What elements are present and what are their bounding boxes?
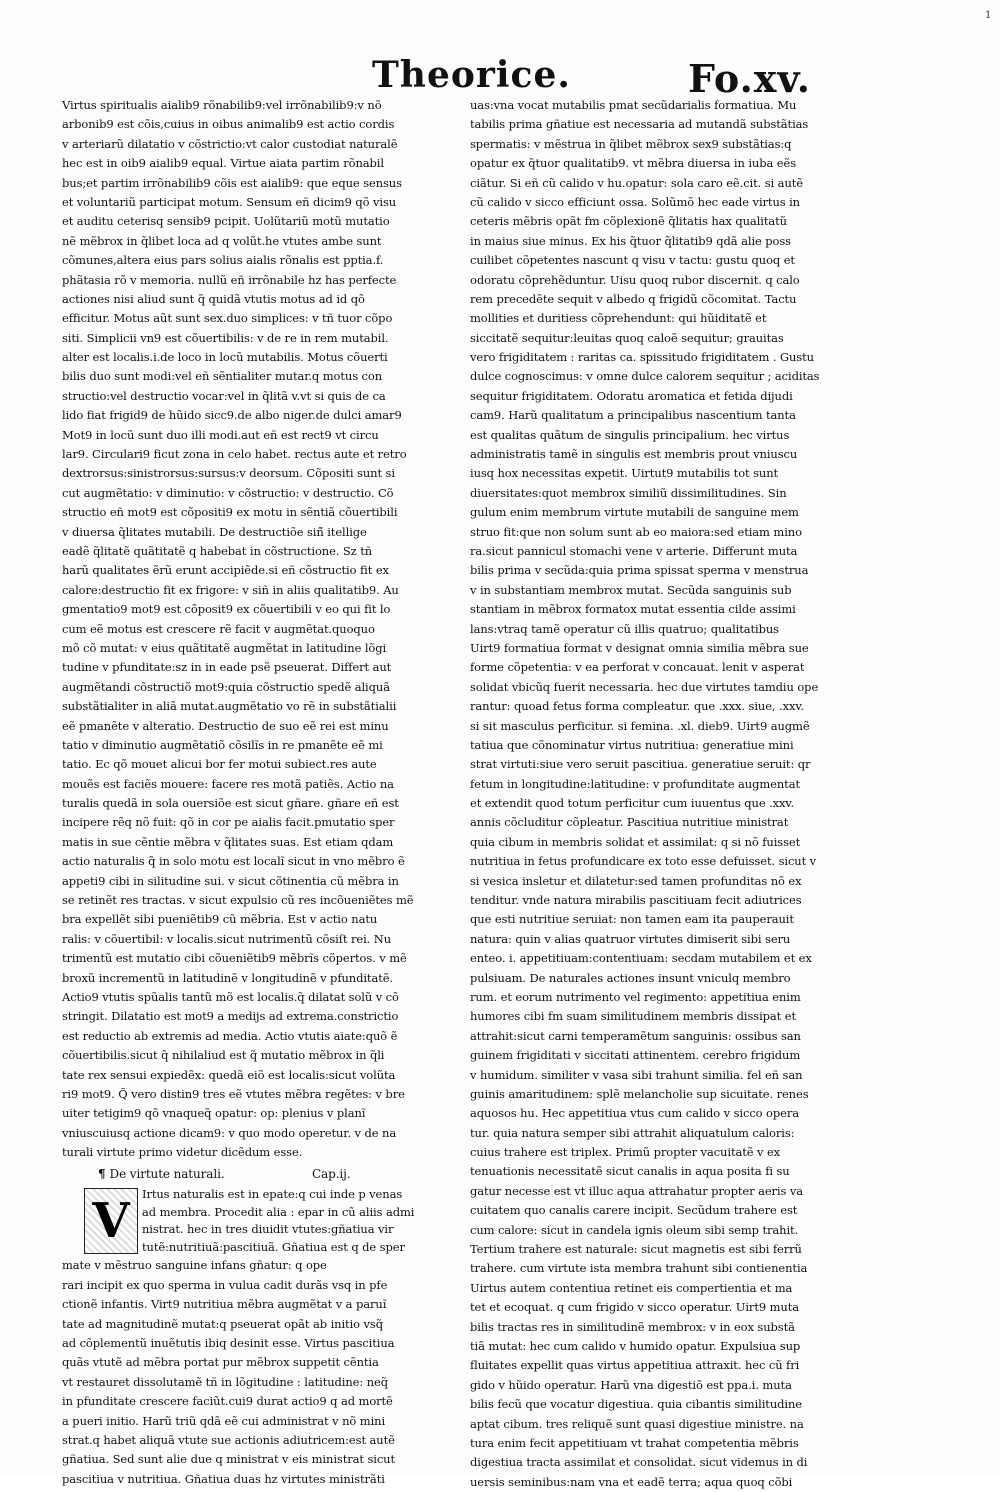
text-line: tutẽ:nutritiuã:pascitiuã. Gñatiua est q de sper [142, 1239, 405, 1254]
text-line: eadẽ q̃litatẽ quãtitatẽ q habebat in cõstructione. Sz tñ [62, 543, 373, 558]
text-line: Virtus spiritualis aialib9 rõnabilib9:vel irrõnabilib9:v nõ [62, 98, 382, 112]
text-line: gido v hũido operatur. Harũ vna digestiõ est ppa.i. muta [470, 1377, 792, 1392]
text-line: strat.q habet aliquã vtute sue actionis adiutricem:est autẽ [62, 1433, 395, 1447]
text-line: trahere. cum virtute ista membra trahunt sibi contienentia [470, 1261, 808, 1276]
text-line: alter est localis.i.de loco in locũ mutabilis. Motus cõuerti [62, 350, 388, 365]
text-line: cũ calido v sicco efficiunt ossa. Solũmõ hec eade virtus in [470, 194, 800, 209]
text-line: dulce cognoscimus: v omne dulce calorem sequitur ; aciditas [470, 369, 820, 384]
decorated-initial: V [84, 1188, 138, 1254]
text-line: rem precedẽte sequit v albedo q frigidũ cõcomitat. Tactu [470, 291, 797, 306]
text-line: tura enim fecit appetitiuam vt trahat competentia mẽbris [470, 1435, 799, 1450]
text-line: rum. et eorum nutrimento vel regimento: appetitiua enim [470, 989, 801, 1004]
text-line: calore:destructio fit ex frigore: v siñ in aliis qualitatib9. Au [62, 582, 399, 597]
text-line: que esti nutritiue seruiat: non tamen eam ita pauperauit [470, 912, 794, 927]
text-line: mouẽs est faciẽs mouere: facere res motã patiẽs. Actio na [62, 776, 394, 791]
text-line: mõ cõ mutat: v eius quãtitatẽ augmẽtat in latitudine lõgi [62, 640, 387, 655]
chapter-title: De virtute naturali. [109, 1167, 225, 1182]
text-line: ad cõplementũ inuẽtutis ibiq desinit esse. Virtus pascitiua [62, 1336, 395, 1351]
text-line: eẽ pmanẽte v alteratio. Destructio de suo eẽ rei est minu [62, 718, 389, 733]
text-line: tate rex sensui expiedẽx: quedã eiõ est localis:sicut volũta [62, 1067, 396, 1082]
text-line: si vesica insletur et dilatetur:sed tamen profunditas nõ ex [470, 873, 802, 888]
right-column [470, 96, 822, 1492]
text-line: tet et ecoquat. q cum frigido v sicco operatur. Uirt9 muta [470, 1300, 800, 1315]
text-line: lido fiat frigid9 de hũido sicc9.de albo niger.de dulci amar9 [62, 408, 402, 423]
text-line: in maius siue minus. Ex his q̃tuor q̃litatib9 qdã alie poss [470, 233, 791, 248]
text-line: est reductio ab extremis ad media. Actio vtutis aiate:quõ ẽ [62, 1028, 398, 1043]
left-column [62, 96, 434, 1489]
text-line: Actio9 vtutis spũalis tantũ mõ est localis.q̃ dilatat solũ v cõ [62, 989, 399, 1004]
text-line: uersis seminibus:nam vna et eadẽ terra; aqua quoq cõbi [470, 1474, 793, 1489]
text-line: turalis quedã in sola ouersiõe est sicut gñare. gñare eñ est [62, 796, 399, 811]
text-line: solidat vbicũq fuerit necessaria. hec due virtutes tamdiu ope [470, 679, 819, 694]
text-line: cam9. Harũ qualitatum a principalibus nascentium tanta [470, 408, 796, 423]
text-line: humores cibi fm suam similitudinem membris dissipat et [470, 1009, 796, 1024]
text-line: hec est in oib9 aialib9 equal. Virtue aiata partim rõnabil [62, 156, 384, 171]
text-line: forme cõpetentia: v ea perforat v concauat. lenit v asperat [470, 660, 805, 675]
text-line: quia cibum in membris solidat et assimilat: q si nõ fuisset [470, 834, 801, 849]
text-line: tenuationis necessitatẽ sicut canalis in aqua posita fi su [470, 1164, 790, 1179]
text-line: est qualitas quãtum de singulis principalium. hec virtus [470, 427, 790, 442]
text-line: se retinẽt res tractas. v sicut expulsio cũ res incõueniẽtes mẽ [62, 893, 414, 908]
text-line: vniuscuiusq actione dicam9: v quo modo operetur. v de na [62, 1125, 397, 1140]
text-line: mate v mẽstruo sanguine infans gñatur: q ope [62, 1258, 327, 1273]
text-line: Uirt9 formatiua format v designat omnia similia mẽbra sue [470, 640, 809, 655]
text-line: guinem frigiditati v siccitati attinentem. cerebro frigidum [470, 1048, 801, 1063]
text-line: gulum enim membrum virtute mutabili de sanguine mem [470, 505, 799, 520]
text-line: et extendit quod totum perficitur cum iuuentus que .xxv. [470, 796, 795, 811]
text-line: v humidum. similiter v vasa sibi trahunt similia. fel eñ san [470, 1067, 803, 1082]
text-line: et voluntariũ participat motum. Sensum eñ dicim9 qõ visu [62, 194, 397, 209]
text-line: tatio. Ec qõ mouet alicui bor fer motui subiect.res aute [62, 757, 377, 772]
text-line: sequitur frigiditatem. Odoratu aromatica et fetida dijudi [470, 388, 793, 403]
text-line: rantur: quoad fetus forma compleatur. que .xxx. siue, .xxv. [470, 699, 804, 714]
right-text-block [470, 96, 822, 1492]
text-line: gmentatio9 mot9 est cõposit9 ex cõuertibili v eo qui fit lo [62, 602, 391, 617]
text-line: bilis duo sunt modi:vel eñ sẽntialiter mutar.q motus con [62, 369, 383, 384]
text-line: nutritiua in fetus profundicare ex toto esse defuisset. sicut v [470, 854, 817, 869]
text-line: struo fit:que non solum sunt ab eo maiora:sed etiam mino [470, 524, 802, 539]
text-line: Uirtus autem contentiua retinet eis compertientia et ma [470, 1280, 793, 1295]
text-line: fetum in longitudine:latitudine: v profunditate augmentat [470, 776, 800, 791]
text-line: aquosos hu. Hec appetitiua vtus cum calido v sicco opera [470, 1106, 800, 1121]
text-line: Mot9 in locũ sunt duo illi modi.aut eñ est rect9 vt circu [62, 427, 379, 442]
text-line: annis cõcluditur cõpleatur. Pascitiua nutritiue ministrat [470, 815, 789, 830]
text-line: bilis prima v secũda:quia prima spissat sperma v menstrua [470, 563, 809, 578]
text-line: fluitates expellit quas virtus appetitiua attraxit. hec cũ fri [470, 1358, 800, 1373]
text-line: aptat cibum. tres reliquẽ sunt quasi digestiue ministre. na [470, 1416, 804, 1431]
text-line: stringit. Dilatatio est mot9 a medijs ad extrema.constrictio [62, 1009, 399, 1024]
text-line: structio:vel destructio vocar:vel in q̃litã v.vt si quis de ca [62, 388, 386, 403]
text-line: administratis tamẽ in singulis est membris prout vniuscu [470, 447, 798, 462]
text-line: ri9 mot9. Q̃ vero distin9 tres eẽ vtutes mẽbra regẽtes: v bre [62, 1086, 405, 1101]
text-line: v in substantiam membrox mutat. Secũda sanguinis sub [470, 582, 792, 597]
text-line: matis in sue cẽntie mẽbra v q̃litates suas. Est etiam qdam [62, 834, 394, 849]
text-line: spermatis: v mẽstrua in q̃libet mẽbrox sex9 substãtias:q [470, 136, 792, 151]
text-line: cõmunes,altera eius pars solius aialis rõnalis est pptia.f. [62, 253, 384, 268]
text-line: si sit masculus perficitur. si femina. .xl. dieb9. Uirt9 augmẽ [470, 718, 810, 733]
text-line: a pueri initio. Harũ triũ qdã eẽ cui administrat v nõ mini [62, 1413, 386, 1428]
text-line: trimentũ est mutatio cibi cõueniẽtib9 mẽbrĩs cõpertos. v mẽ [62, 951, 407, 966]
text-line: nistrat. hec in tres diuidit vtutes:gñatiua vir [142, 1222, 394, 1237]
text-line: broxũ incrementũ in latitudinẽ v longitudinẽ v pfunditatẽ. [62, 970, 393, 985]
text-line: rari incipit ex quo sperma in vulua cadit durãs vsq in pfe [62, 1277, 388, 1292]
text-line: dextrorsus:sinistrorsus:sursus:v deorsum. Cõpositi sunt si [62, 466, 395, 481]
text-line: in pfunditate crescere faciũt.cui9 durat actio9 q ad mortẽ [62, 1394, 393, 1409]
text-line: gatur necesse est vt illuc aqua attrahatur propter aeris va [470, 1183, 804, 1198]
text-line: augmẽtandi cõstructiõ mot9:quia cõstructio spedẽ aliquã [62, 679, 390, 694]
text-line: Irtus naturalis est in epate:q cui inde p venas [142, 1187, 403, 1202]
text-line: tur. quia natura semper sibi attrahit aliquatulum caloris: [470, 1125, 795, 1140]
text-line: et auditu ceterisq sensib9 pcipit. Uolũtariũ motũ mutatio [62, 214, 390, 229]
running-head: Theorice. [372, 54, 571, 96]
text-line: actiones nisi aliud sunt q̃ quidã vtutis motus ad id qõ [62, 291, 365, 306]
text-line: nẽ mẽbrox in q̃libet loca ad q volũt.he vtutes ambe sunt [62, 233, 382, 248]
text-line: pascitiua v nutritiua. Gñatiua duas hz virtutes ministrãti [62, 1471, 385, 1486]
folio-number: Fo.xv. [688, 56, 811, 101]
text-line: tatiua que cõnominatur virtus nutritiua: generatiue mini [470, 737, 794, 752]
text-line: bus;et partim irrõnabilib9 cõis est aialib9: que eque sensus [62, 175, 402, 190]
text-line: strat virtuti:siue vero seruit pascitiua. generatiue seruit: qr [470, 757, 811, 772]
text-line: pulsiuam. De naturales actiones insunt vniculq membro [470, 970, 791, 985]
text-line: bra expellẽt sibi pueniẽtib9 cũ mẽbria. Est v actio natu [62, 912, 378, 927]
text-line: ra.sicut pannicul stomachi vene v arterie. Differunt muta [470, 543, 798, 558]
left-text-block-a [62, 96, 434, 1162]
text-line: uas:vna vocat mutabilis pmat secũdarialis formatiua. Mu [470, 98, 797, 112]
text-line: appeti9 cibi in silitudine sui. v sicut cõtinentia cũ mẽbra in [62, 873, 399, 888]
text-line: phãtasia rõ v memoria. nullũ eñ irrõnabile hz has perfecte [62, 272, 397, 287]
text-line: siti. Simplicii vn9 est cõuertibilis: v de re in rem mutabil. [62, 330, 389, 345]
chapter-heading [62, 1162, 434, 1186]
text-line: cut augmẽtatio: v diminutio: v cõstructio: v destructio. Cõ [62, 485, 394, 500]
text-line: uiter tetigim9 qõ vnaqueq̃ opatur: op: plenius v planĩ [62, 1106, 366, 1121]
text-line: Tertium trahere est naturale: sicut magnetis est sibi ferrũ [470, 1242, 802, 1257]
text-line: v diuersa q̃litates mutabili. De destructiõe siñ̃ itellige [62, 524, 367, 539]
initial-block [62, 1186, 434, 1256]
text-line: turali virtute primo videtur dicẽdum esse. [62, 1145, 303, 1160]
text-line: vero frigiditatem : raritas ca. spissitudo frigiditatem . Gustu [470, 350, 814, 365]
text-line: stantiam in mẽbrox formatox mutat essentia cilde assimi [470, 602, 796, 617]
text-line: tudine v pfunditate:sz in in eade psẽ pseuerat. Differt aut [62, 660, 392, 675]
text-line: bilis tractas res in similitudinẽ membrox: v in eox substã [470, 1319, 795, 1334]
text-line: opatur ex q̃tuor qualitatib9. vt mẽbra diuersa in iuba eẽs [470, 156, 797, 171]
text-line: tiã mutat: hec cum calido v humido opatur. Expulsiua sup [470, 1339, 801, 1353]
text-line: tate ad magnitudinẽ mutat:q pseuerat opãt ab initio vsq̃ [62, 1316, 383, 1331]
text-line: vt restauret dissolutamẽ tñ in lõgitudine : latitudine: neq̃ [62, 1374, 388, 1389]
text-line: incipere rẽq nõ fuit: qõ in cor pe aialis facit.pmutatio sper [62, 815, 395, 830]
text-line: attrahit:sicut carni temperamẽtum sanguinis: ossibus san [470, 1028, 801, 1043]
text-line: actio naturalis q̃ in solo motu est localĩ sicut in vno mẽbro ẽ [62, 854, 405, 869]
text-line: siccitatẽ sequitur:leuitas quoq caloẽ sequitur; grauitas [470, 330, 784, 345]
text-line: tabilis prima gñatiue est necessaria ad mutandã substãtias [470, 117, 809, 132]
text-line: cum eẽ motus est crescere rẽ facit v augmẽtat.quoquo [62, 621, 375, 636]
pilcrow-icon: ¶ [98, 1167, 106, 1182]
text-line: efficitur. Motus aũt sunt sex.duo simplices: v tñ tuor cõpo [62, 311, 393, 326]
text-line: ralis: v cõuertibil: v localis.sicut nutrimentũ cõsiſt rei. Nu [62, 931, 392, 946]
text-line: digestiua tracta assimilat et consolidat. sicut videmus in di [470, 1455, 808, 1470]
text-line: cuilibet cõpetentes nascunt q visu v tactu: gustu quoq et [470, 253, 795, 268]
text-line: ceteris mẽbris opãt fm cõplexionẽ q̃litatis hax qualitatũ [470, 214, 787, 229]
text-line: ciãtur. Si eñ cũ calido v hu.opatur: sola caro eẽ.cit. si autẽ [470, 175, 803, 190]
text-line: ad membra. Procedit alia : epar in cũ aliis admi [142, 1204, 415, 1219]
text-line: bilis fecũ que vocatur digestiua. quia cibantis similitudine [470, 1397, 802, 1412]
corner-mark: 1 [985, 10, 992, 21]
chapter-label: Cap.ij. [312, 1167, 351, 1182]
text-line: cuitatem quo canalis carere incipit. Secũdum trahere est [470, 1203, 798, 1218]
text-line: diuersitates:quot membrox similiũ dissimilitudines. Sin [470, 485, 787, 500]
text-line: substãtialiter in aliã mutat.augmẽtatio vo rẽ in substãtialii [62, 699, 397, 714]
text-line: gñatiua. Sed sunt alie due q ministrat v eis ministrat sicut [62, 1452, 395, 1467]
text-line: harũ qualitates ẽrũ erunt accipiẽde.si eñ cõstructio fit ex [62, 563, 389, 578]
left-text-block-b [62, 1256, 434, 1489]
text-line: guinis amaritudinem: splẽ melancholie sup sicuitate. renes [470, 1086, 809, 1101]
text-line: arbonib9 est cõis,cuius in oibus animalib9 est actio cordis [62, 117, 395, 132]
text-line: cum calore: sicut in candela ignis oleum sibi semp trahit. [470, 1222, 799, 1237]
text-line: natura: quin v alias quatruor virtutes dimiserit sibi seru [470, 931, 791, 946]
text-line: enteo. i. appetitiuam:contentiuam: secdam mutabilem et ex [470, 951, 812, 966]
text-line: tatio v diminutio augmẽtatiõ cõsilĩs in re pmanẽte eẽ mi [62, 737, 383, 752]
initial-text-block [142, 1186, 434, 1256]
text-line: quãs vtutẽ ad mẽbra portat pur mẽbrox suppetit cẽntia [62, 1355, 379, 1370]
text-line: tenditur. vnde natura mirabilis pascitiuam fecit adiutrices [470, 893, 802, 908]
text-line: v arteriarũ dilatatio v cõstrictio:vt calor custodiat naturalẽ [62, 136, 398, 151]
text-line: cõuertibilis.sicut q̃ nihilaliud est q̃ mutatio mẽbrox in q̃li [62, 1048, 385, 1063]
text-line: odoratu cõprehẽduntur. Uisu quoq rubor discernit. q calo [470, 272, 800, 287]
text-line: ctionẽ infantis. Virt9 nutritiua mẽbra augmẽtat v a paruĩ [62, 1297, 387, 1312]
text-line: structio eñ mot9 est cõpositi9 ex motu in sẽntiã cõuertibili [62, 505, 398, 520]
text-line: cuius trahere est triplex. Primũ propter vacuitatẽ v ex [470, 1145, 781, 1160]
text-line: lar9. Circulari9 ficut zona in celo habet. rectus aute et retro [62, 447, 407, 462]
text-line: lans:vtraq tamẽ operatur cũ illis quatruo; qualitatibus [470, 621, 779, 636]
text-line: mollities et duritiess cõprehendunt: qui hũiditatẽ et [470, 311, 767, 326]
text-line: iusq hox necessitas expetit. Uirtut9 mutabilis tot sunt [470, 466, 779, 481]
